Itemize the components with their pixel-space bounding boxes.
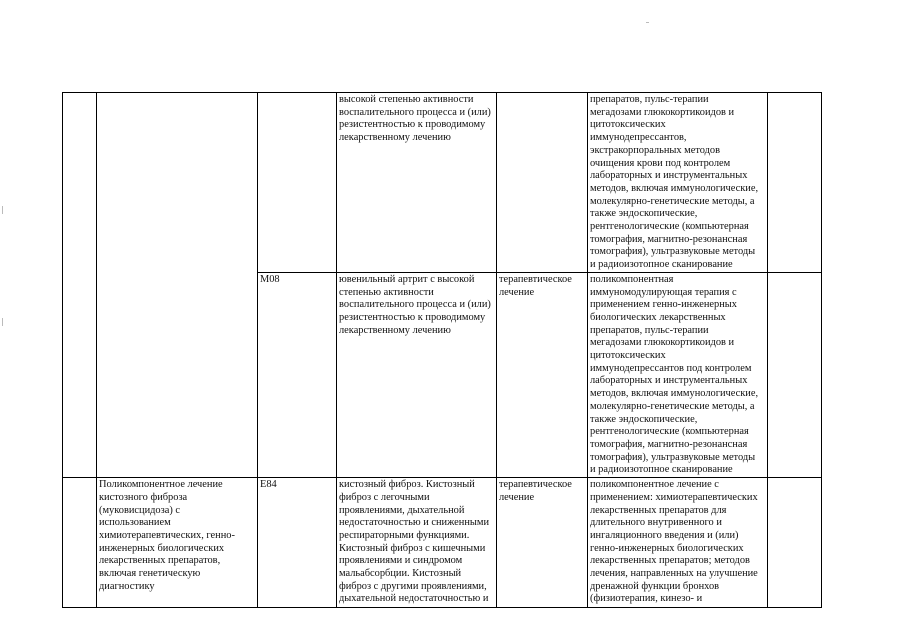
profile-cell <box>97 93 258 478</box>
code-cell <box>258 93 337 273</box>
table-row <box>63 93 822 273</box>
profile-cell: Поликомпонентное лечение кистозного фиброза (муковисцидоза) с использованием химиотерапевтических, генно- инженерных биологических лекарственных препаратов, включая генетическую диагностику <box>97 478 258 608</box>
page-mark <box>646 22 649 23</box>
table-row <box>63 478 822 608</box>
model-cell: кистозный фиброз. Кистозный фиброз с легочными проявлениями, дыхательной недостаточностью и сниженными респираторными функциями. Кистозный фиброз с кишечными проявлениями и синдромом мальабсорбции. Кистозный фиброз с другими проявлениями, дыхательной недостаточностью и <box>337 478 497 608</box>
code-cell: M08 <box>258 272 337 477</box>
extra-cell <box>768 272 822 477</box>
method-cell: препаратов, пульс-терапии мегадозами глюкокортикоидов и цитотоксических иммунодепрессантов, экстракорпоральных методов очищения крови под контролем лабораторных и инструментальных методов, включая иммунологические, молекулярно-генетические методы, а также эндоскопические, рентгенологические (компьютерная томография, магнитно-резонансная томография), ультразвуковые методы и радиоизотопное сканирование <box>588 93 768 273</box>
margin-tick <box>2 318 3 326</box>
model-cell: ювенильный артрит с высокой степенью активности воспалительного процесса и (или) резистентностью к проводимому лекарственному лечению <box>337 272 497 477</box>
index-cell <box>63 478 97 608</box>
code-cell: E84 <box>258 478 337 608</box>
treatment-cell <box>497 93 588 273</box>
method-cell: поликомпонентная иммуномодулирующая терапия с применением генно-инженерных биологических лекарственных препаратов, пульс-терапии мегадозами глюкокортикоидов и цитотоксических иммунодепрессантов под контролем лабораторных и инструментальных методов, включая иммунологические, молекулярно-генетические методы, а также эндоскопические, рентгенологические (компьютерная томография, магнитно-резонансная томография), ультразвуковые методы и радиоизотопное сканирование <box>588 272 768 477</box>
treatment-cell: терапевтическое лечение <box>497 478 588 608</box>
treatment-table <box>62 92 822 608</box>
index-cell <box>63 93 97 478</box>
extra-cell <box>768 93 822 273</box>
margin-tick <box>2 206 3 214</box>
method-cell: поликомпонентное лечение с применением: химиотерапевтических лекарственных препаратов для длительного внутривенного и ингаляционного введения и (или) генно-инженерных биологических лекарственных препаратов; методов лечения, направленных на улучшение дренажной функции бронхов (физиотерапия, кинезо- и <box>588 478 768 608</box>
treatment-cell: терапевтическое лечение <box>497 272 588 477</box>
extra-cell <box>768 478 822 608</box>
model-cell: высокой степенью активности воспалительного процесса и (или) резистентностью к проводимому лекарственному лечению <box>337 93 497 273</box>
